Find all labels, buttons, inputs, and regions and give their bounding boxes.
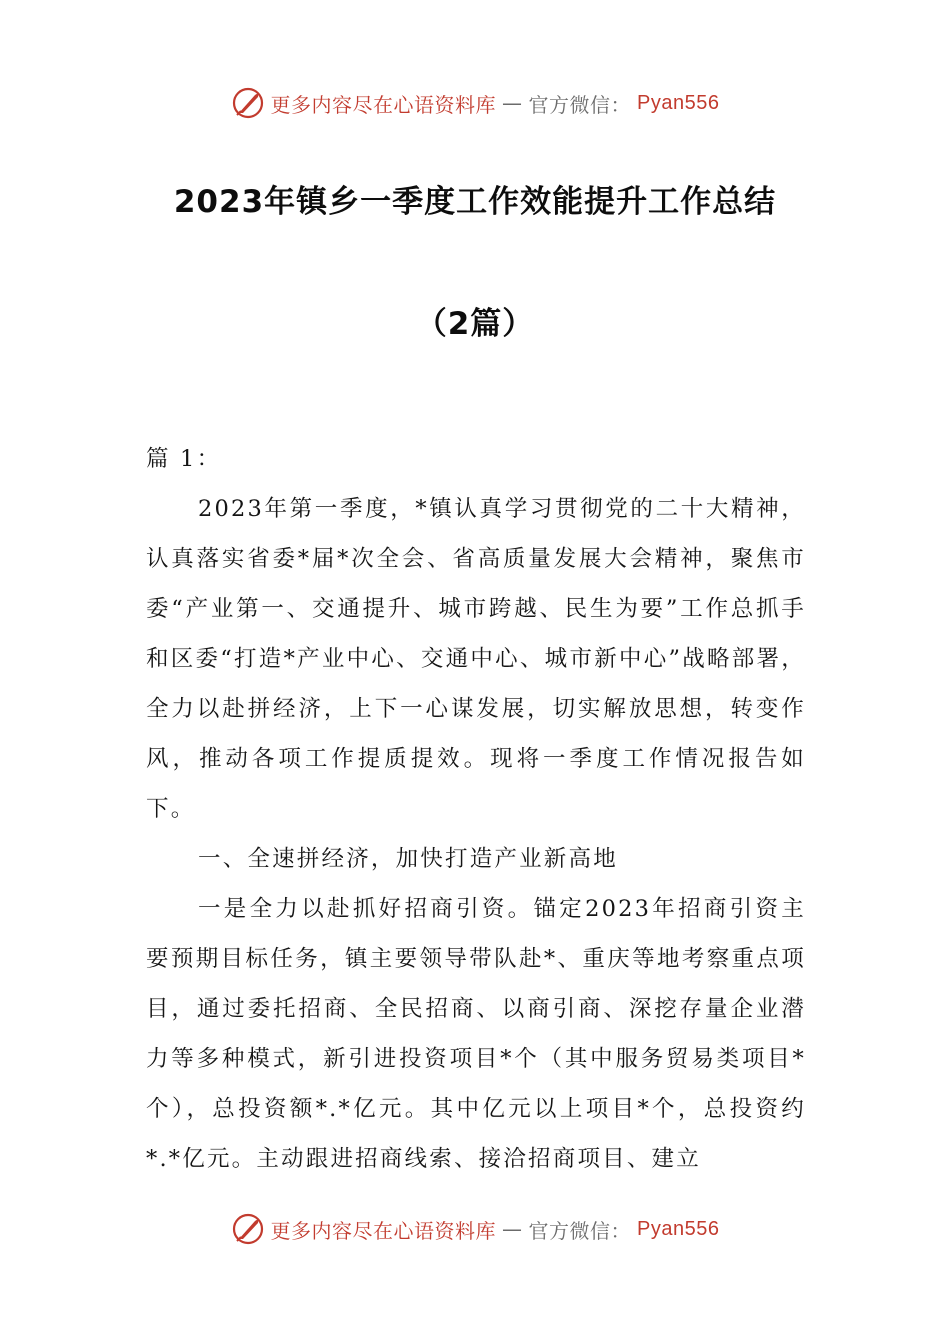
document-title: 2023年镇乡一季度工作效能提升工作总结	[173, 184, 777, 220]
watermark-main-text: 更多内容尽在心语资料库	[270, 92, 497, 117]
watermark-wechat-label: 官方微信：	[528, 1218, 632, 1243]
paragraph-intro: 2023年第一季度，*镇认真学习贯彻党的二十大精神，认真落实省委*届*次全会、省高质量发展大会精神，聚焦市委“产业第一、交通提升、城市跨越、民生为要”工作总抓手和区委“打造*产业中心、交通中心、城市新中心”战略部署，全力以赴拼经济，上下一心谋发展，切实解放思想，转变作风，推动各项工作提质提效。现将一季度工作情况报告如下。	[146, 496, 806, 822]
watermark-wechat-id: Pyan556	[637, 1217, 720, 1240]
quill-pen-logo-icon	[231, 1212, 265, 1246]
watermark-dash: —	[502, 91, 523, 115]
document-subtitle: （2篇）	[415, 306, 535, 342]
watermark-wechat-label: 官方微信：	[528, 92, 632, 117]
watermark-header	[0, 86, 950, 120]
watermark-dash: —	[502, 1217, 523, 1241]
quill-pen-logo-icon	[231, 86, 265, 120]
watermark-wechat-id: Pyan556	[637, 91, 720, 114]
heading-section-one: 一、全速拼经济，加快打造产业新高地	[198, 846, 618, 872]
watermark-footer	[0, 1212, 950, 1246]
watermark-main-text: 更多内容尽在心语资料库	[270, 1218, 497, 1243]
paragraph-investment: 一是全力以赴抓好招商引资。锚定2023年招商引资主要预期目标任务，镇主要领导带队赴*、重庆等地考察重点项目，通过委托招商、全民招商、以商引商、深挖存量企业潜力等多种模式，新引进投资项目*个（其中服务贸易类项目*个），总投资额*.*亿元。其中亿元以上项目*个，总投资约*.*亿元。主动跟进招商线索、接洽招商项目、建立	[146, 896, 806, 1172]
section-label: 篇 1：	[146, 446, 222, 472]
document-body	[146, 434, 806, 1184]
